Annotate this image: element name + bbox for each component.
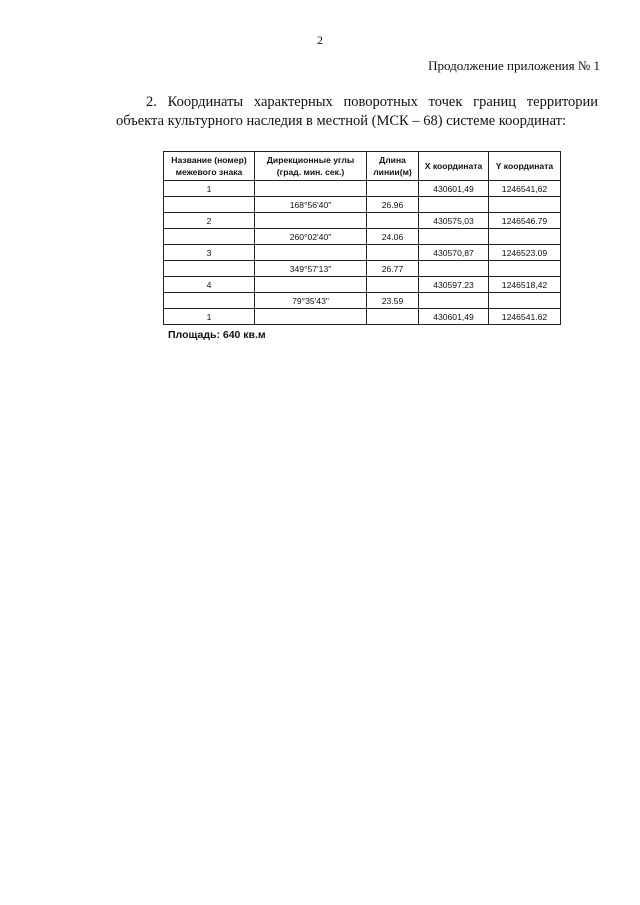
- cell-y-coordinate: 1246541.62: [489, 309, 561, 325]
- area-summary: Площадь: 640 кв.м: [168, 329, 266, 341]
- header-line-length: Длина линии(м): [367, 152, 419, 181]
- cell-line-length: 26.96: [367, 197, 419, 213]
- header-bearing-angles: Дирекционные углы (град. мин. сек.): [255, 152, 367, 181]
- table-row: [164, 277, 561, 293]
- table-row: [164, 245, 561, 261]
- cell-y-coordinate: 1246541,62: [489, 181, 561, 197]
- cell-bearing-angle: 260°02'40": [255, 229, 367, 245]
- cell-mark-name: 2: [164, 213, 255, 229]
- cell-x-coordinate: [419, 197, 489, 213]
- cell-y-coordinate: [489, 197, 561, 213]
- cell-y-coordinate: [489, 261, 561, 277]
- cell-mark-name: 3: [164, 245, 255, 261]
- table-header-row: [164, 152, 561, 181]
- cell-mark-name: 4: [164, 277, 255, 293]
- cell-mark-name: [164, 229, 255, 245]
- table-row: [164, 181, 561, 197]
- cell-line-length: [367, 277, 419, 293]
- table-row: [164, 293, 561, 309]
- cell-x-coordinate: 430601,49: [419, 309, 489, 325]
- cell-mark-name: [164, 261, 255, 277]
- cell-line-length: 24.06: [367, 229, 419, 245]
- cell-x-coordinate: [419, 229, 489, 245]
- cell-x-coordinate: [419, 261, 489, 277]
- header-x-coordinate: X координата: [419, 152, 489, 181]
- cell-line-length: 26.77: [367, 261, 419, 277]
- cell-bearing-angle: [255, 181, 367, 197]
- coordinates-table: [163, 151, 561, 325]
- page-number: 2: [317, 33, 323, 47]
- cell-line-length: 23.59: [367, 293, 419, 309]
- cell-x-coordinate: 430601,49: [419, 181, 489, 197]
- cell-line-length: [367, 245, 419, 261]
- cell-y-coordinate: [489, 229, 561, 245]
- cell-x-coordinate: 430570,87: [419, 245, 489, 261]
- table-row: [164, 261, 561, 277]
- cell-bearing-angle: 349°57'13": [255, 261, 367, 277]
- cell-mark-name: 1: [164, 309, 255, 325]
- cell-line-length: [367, 309, 419, 325]
- cell-bearing-angle: [255, 213, 367, 229]
- table-row: [164, 229, 561, 245]
- appendix-note: Продолжение приложения № 1: [428, 58, 600, 73]
- cell-y-coordinate: 1246518,42: [489, 277, 561, 293]
- cell-mark-name: 1: [164, 181, 255, 197]
- cell-y-coordinate: 1246546.79: [489, 213, 561, 229]
- cell-line-length: [367, 213, 419, 229]
- cell-bearing-angle: 79°35'43": [255, 293, 367, 309]
- cell-bearing-angle: [255, 277, 367, 293]
- section-heading-text: 2. Координаты характерных поворотных точек границ территории объекта культурного наследия в местной (МСК – 68) системе координат:: [116, 94, 598, 129]
- header-boundary-mark-name: Название (номер) межевого знака: [164, 152, 255, 181]
- cell-x-coordinate: 430597.23: [419, 277, 489, 293]
- cell-y-coordinate: [489, 293, 561, 309]
- cell-bearing-angle: [255, 309, 367, 325]
- table-row: [164, 197, 561, 213]
- cell-bearing-angle: 168°56'40": [255, 197, 367, 213]
- cell-mark-name: [164, 293, 255, 309]
- cell-bearing-angle: [255, 245, 367, 261]
- table-row: [164, 309, 561, 325]
- cell-y-coordinate: 1246523.09: [489, 245, 561, 261]
- cell-line-length: [367, 181, 419, 197]
- cell-x-coordinate: 430575,03: [419, 213, 489, 229]
- cell-mark-name: [164, 197, 255, 213]
- header-y-coordinate: Y координата: [489, 152, 561, 181]
- cell-x-coordinate: [419, 293, 489, 309]
- table-row: [164, 213, 561, 229]
